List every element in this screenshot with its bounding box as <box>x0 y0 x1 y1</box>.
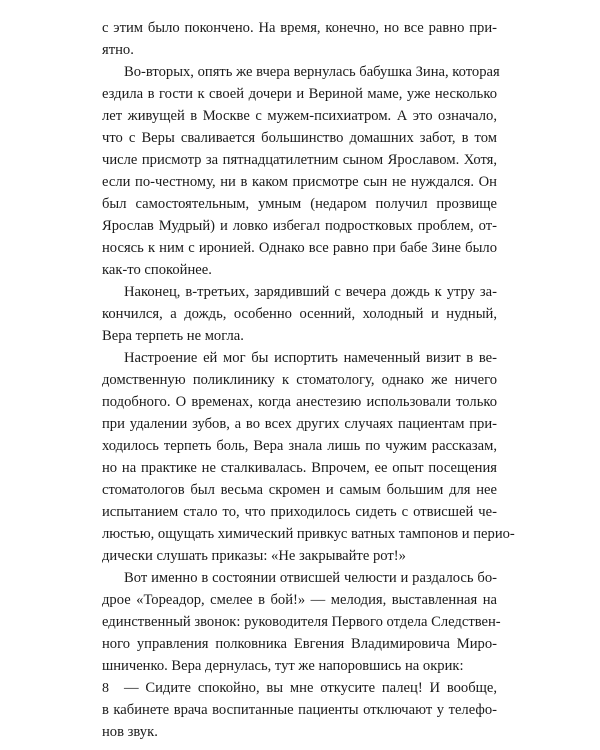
text-line: ездила в гости к своей дочери и Вериной маме, уже несколько <box>102 86 497 102</box>
text-line: единственный звонок: руководителя Первого отдела Следствен- <box>102 614 501 630</box>
text-line: как-то спокойнее. <box>102 262 212 278</box>
text-line: Вера терпеть не могла. <box>102 328 244 344</box>
text-line: испытанием стало то, что приходилось сидеть с отвисшей че- <box>102 504 497 520</box>
paragraph-start-line: Наконец, в-третьих, зарядивший с вечера дождь к утру за- <box>124 284 497 300</box>
body-text <box>102 17 515 743</box>
text-line: дически слушать приказы: «Не закрывайте рот!» <box>102 548 406 564</box>
paragraph-start-line: Настроение ей мог бы испортить намеченный визит в ве- <box>124 350 497 366</box>
page-number: 8 <box>102 681 109 696</box>
text-line: если по-честному, ни в каком присмотре сын не нуждался. Он <box>102 174 497 190</box>
paragraph-start-line: — Сидите спокойно, вы мне откусите палец! И вообще, <box>124 680 497 696</box>
text-line: ятно. <box>102 42 134 58</box>
paragraph-start-line: Вот именно в состоянии отвисшей челюсти и раздалось бо- <box>124 570 497 586</box>
text-line: люстью, ощущать химический привкус ватных тампонов и перио- <box>102 526 515 542</box>
text-line: при удалении зубов, а во всех других случаях пациентам при- <box>102 416 497 432</box>
text-line: что с Веры сваливается большинство домашних забот, в том <box>102 130 497 146</box>
text-line: был самостоятельным, умным (недаром получил прозвище <box>102 196 497 212</box>
text-line: лет живущей в Москве с мужем-психиатром. А это означало, <box>102 108 497 124</box>
text-line: нов звук. <box>102 724 158 740</box>
text-line: в кабинете врача воспитанные пациенты отключают у телефо- <box>102 702 497 718</box>
text-line: стоматологов был весьма скромен и самым большим для нее <box>102 482 497 498</box>
text-line: носясь к ним с иронией. Однако все равно при бабе Зине было <box>102 240 497 256</box>
text-line: с этим было покончено. На время, конечно, но все равно при- <box>102 20 497 36</box>
text-line: подобного. О временах, когда анестезию использовали только <box>102 394 497 410</box>
text-line: домственную поликлинику к стоматологу, однако же ничего <box>102 372 497 388</box>
paragraph-start-line: Во-вторых, опять же вчера вернулась бабушка Зина, которая <box>124 64 500 80</box>
text-line: ходилось терпеть боль, Вера знала лишь по чужим рассказам, <box>102 438 497 454</box>
text-line: числе присмотр за пятнадцатилетним сыном Ярославом. Хотя, <box>102 152 497 168</box>
text-line: дрое «Тореадор, смелее в бой!» — мелодия, выставленная на <box>102 592 497 608</box>
text-line: шниченко. Вера дернулась, тут же напоровшись на окрик: <box>102 658 464 674</box>
text-line: кончился, а дождь, особенно осенний, холодный и нудный, <box>102 306 497 322</box>
text-line: Ярослав Мудрый) и ловко избегал подростковых проблем, от- <box>102 218 497 234</box>
text-line: ного управления полковника Евгения Владимировича Миро- <box>102 636 497 652</box>
text-line: но на практике не сталкивалась. Впрочем, ее опыт посещения <box>102 460 497 476</box>
